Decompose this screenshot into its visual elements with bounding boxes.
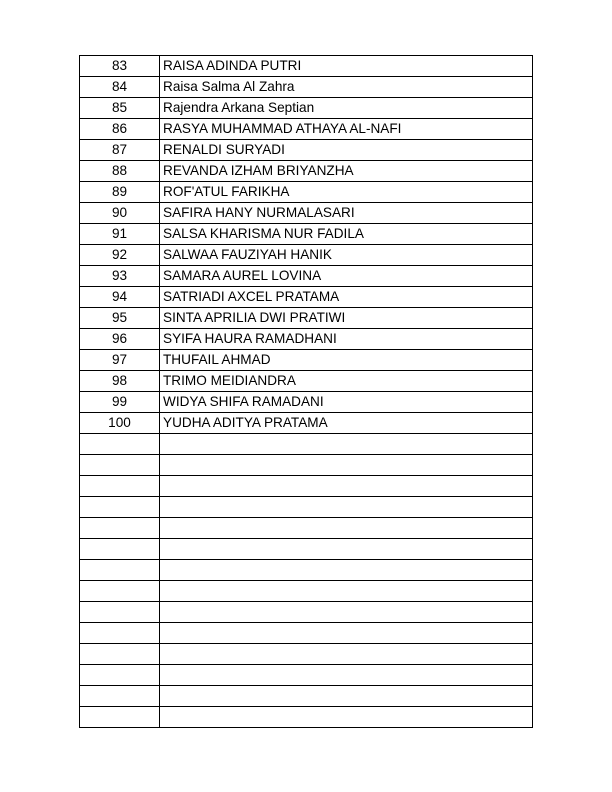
- row-number-cell: 85: [80, 98, 160, 119]
- table-row: [80, 245, 533, 266]
- row-number-cell: [80, 602, 160, 623]
- table-row: [80, 56, 533, 77]
- student-name-cell: [160, 476, 533, 497]
- table-row: [80, 413, 533, 434]
- row-number-cell: [80, 644, 160, 665]
- table-row: [80, 602, 533, 623]
- student-name-cell: [160, 497, 533, 518]
- student-name-table: [79, 55, 533, 728]
- row-number-cell: 93: [80, 266, 160, 287]
- student-name-cell: [160, 518, 533, 539]
- row-number-cell: [80, 686, 160, 707]
- student-name-cell: [160, 707, 533, 728]
- student-name-cell: [160, 602, 533, 623]
- student-name-cell: THUFAIL AHMAD: [160, 350, 533, 371]
- table-row: [80, 623, 533, 644]
- student-name-cell: SALSA KHARISMA NUR FADILA: [160, 224, 533, 245]
- row-number-cell: 89: [80, 182, 160, 203]
- row-number-cell: [80, 623, 160, 644]
- table-row: [80, 707, 533, 728]
- row-number-cell: [80, 434, 160, 455]
- row-number-cell: 99: [80, 392, 160, 413]
- row-number-cell: 90: [80, 203, 160, 224]
- student-name-cell: [160, 686, 533, 707]
- row-number-cell: 83: [80, 56, 160, 77]
- student-name-cell: SALWAA FAUZIYAH HANIK: [160, 245, 533, 266]
- table-row: [80, 455, 533, 476]
- row-number-cell: 94: [80, 287, 160, 308]
- table-row: [80, 434, 533, 455]
- row-number-cell: [80, 707, 160, 728]
- student-name-cell: SYIFA HAURA RAMADHANI: [160, 329, 533, 350]
- table-row: [80, 119, 533, 140]
- student-name-cell: WIDYA SHIFA RAMADANI: [160, 392, 533, 413]
- student-name-cell: SINTA APRILIA DWI PRATIWI: [160, 308, 533, 329]
- table-row: [80, 581, 533, 602]
- row-number-cell: 92: [80, 245, 160, 266]
- student-name-cell: [160, 560, 533, 581]
- student-name-cell: [160, 539, 533, 560]
- table-row: [80, 287, 533, 308]
- row-number-cell: 98: [80, 371, 160, 392]
- table-row: [80, 224, 533, 245]
- table-row: [80, 644, 533, 665]
- row-number-cell: [80, 518, 160, 539]
- table-row: [80, 539, 533, 560]
- row-number-cell: [80, 476, 160, 497]
- table-row: [80, 266, 533, 287]
- row-number-cell: 87: [80, 140, 160, 161]
- table-row: [80, 476, 533, 497]
- table-row: [80, 665, 533, 686]
- row-number-cell: 100: [80, 413, 160, 434]
- table-row: [80, 77, 533, 98]
- student-name-cell: REVANDA IZHAM BRIYANZHA: [160, 161, 533, 182]
- table-row: [80, 518, 533, 539]
- row-number-cell: [80, 581, 160, 602]
- table-row: [80, 350, 533, 371]
- student-name-cell: Raisa Salma Al Zahra: [160, 77, 533, 98]
- table-row: [80, 98, 533, 119]
- row-number-cell: [80, 665, 160, 686]
- row-number-cell: 91: [80, 224, 160, 245]
- row-number-cell: 88: [80, 161, 160, 182]
- row-number-cell: 86: [80, 119, 160, 140]
- table-row: [80, 329, 533, 350]
- student-name-cell: SAMARA AUREL LOVINA: [160, 266, 533, 287]
- table-row: [80, 686, 533, 707]
- student-name-cell: SAFIRA HANY NURMALASARI: [160, 203, 533, 224]
- table-row: [80, 140, 533, 161]
- student-name-cell: RAISA ADINDA PUTRI: [160, 56, 533, 77]
- row-number-cell: 97: [80, 350, 160, 371]
- student-name-cell: [160, 434, 533, 455]
- table-row: [80, 560, 533, 581]
- row-number-cell: [80, 560, 160, 581]
- student-name-cell: ROF'ATUL FARIKHA: [160, 182, 533, 203]
- table-row: [80, 308, 533, 329]
- table-row: [80, 371, 533, 392]
- table-row: [80, 161, 533, 182]
- row-number-cell: 84: [80, 77, 160, 98]
- student-name-cell: [160, 665, 533, 686]
- student-name-cell: YUDHA ADITYA PRATAMA: [160, 413, 533, 434]
- student-name-cell: RENALDI SURYADI: [160, 140, 533, 161]
- student-name-cell: [160, 455, 533, 476]
- student-name-cell: [160, 623, 533, 644]
- row-number-cell: 96: [80, 329, 160, 350]
- student-name-cell: RASYA MUHAMMAD ATHAYA AL-NAFI: [160, 119, 533, 140]
- student-name-cell: [160, 581, 533, 602]
- student-name-cell: Rajendra Arkana Septian: [160, 98, 533, 119]
- row-number-cell: 95: [80, 308, 160, 329]
- row-number-cell: [80, 539, 160, 560]
- table-body: [80, 56, 533, 728]
- row-number-cell: [80, 497, 160, 518]
- table-row: [80, 203, 533, 224]
- table-row: [80, 182, 533, 203]
- table-row: [80, 497, 533, 518]
- student-name-cell: [160, 644, 533, 665]
- row-number-cell: [80, 455, 160, 476]
- table-row: [80, 392, 533, 413]
- student-name-cell: SATRIADI AXCEL PRATAMA: [160, 287, 533, 308]
- student-name-cell: TRIMO MEIDIANDRA: [160, 371, 533, 392]
